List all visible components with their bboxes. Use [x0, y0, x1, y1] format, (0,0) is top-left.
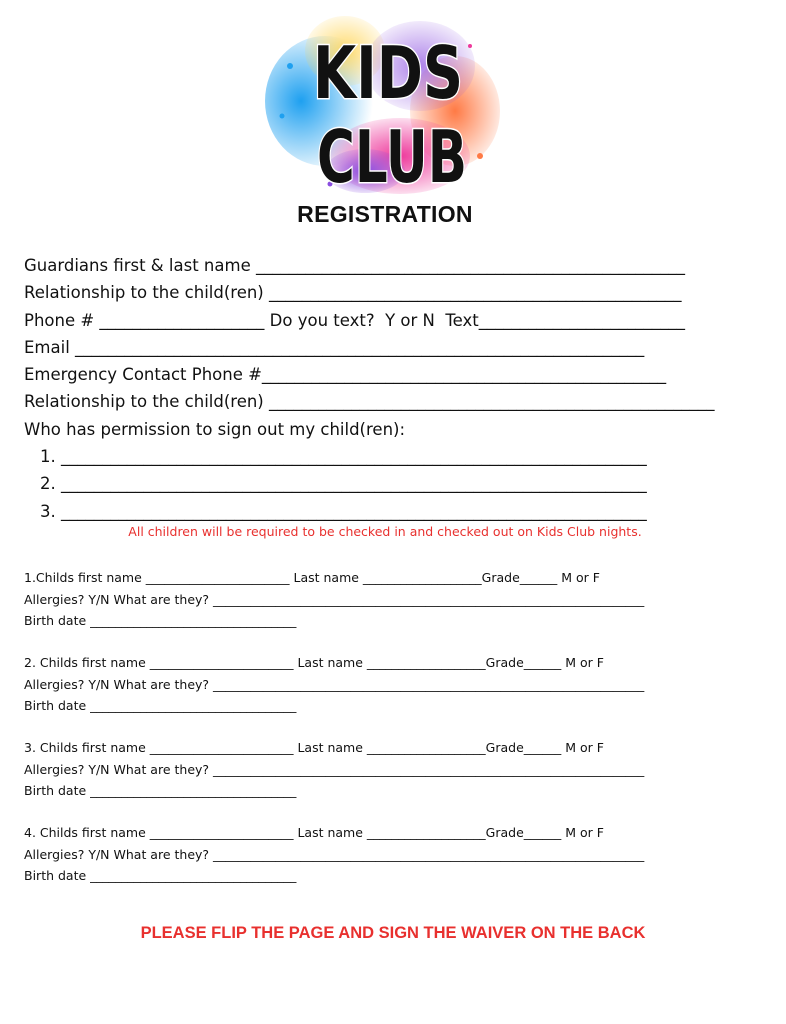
phone-field[interactable]: Phone # ____________________ Do you text? Y or N Text_________________________: [24, 310, 685, 330]
pickup-person-2-field[interactable]: 2. _______________________________________________________________________: [40, 474, 647, 494]
page-title: REGISTRATION: [297, 201, 473, 227]
permission-label: Who has permission to sign out my child(ren):: [24, 419, 406, 439]
svg-text:KIDS: KIDS: [313, 31, 463, 115]
pickup-person-1-field[interactable]: 1. _______________________________________________________________________: [40, 447, 647, 467]
child-allergies-field[interactable]: Allergies? Y/N What are they? _____________________________________________________________________: [24, 846, 645, 862]
guardian-section: [24, 252, 744, 525]
pickup-person-3-field[interactable]: 3. _______________________________________________________________________: [40, 501, 647, 521]
child-name-field[interactable]: 3. Childs first name _______________________ Last name ___________________Grade______ M or F: [24, 740, 604, 755]
waiver-notice: PLEASE FLIP THE PAGE AND SIGN THE WAIVER ON THE BACK: [140, 924, 646, 942]
emergency-phone-field[interactable]: Emergency Contact Phone #_________________________________________________: [24, 365, 667, 385]
child-birthdate-field[interactable]: Birth date _________________________________: [24, 698, 297, 713]
child-name-field[interactable]: 2. Childs first name _______________________ Last name ___________________Grade______ M or F: [24, 655, 604, 670]
child-birthdate-field[interactable]: Birth date _________________________________: [24, 613, 297, 628]
child-name-field[interactable]: 1.Childs first name _______________________ Last name ___________________Grade______ M or F: [24, 570, 600, 585]
child-name-field[interactable]: 4. Childs first name _______________________ Last name ___________________Grade______ M or F: [24, 825, 604, 840]
child-birthdate-field[interactable]: Birth date _________________________________: [24, 868, 297, 883]
child-4-section: [24, 822, 744, 887]
relationship-field[interactable]: Relationship to the child(ren) __________________________________________________: [24, 283, 682, 303]
email-field[interactable]: Email _____________________________________________________________________: [24, 337, 645, 357]
paint-splash-logo-icon: [270, 6, 500, 199]
child-2-section: [24, 652, 744, 717]
guardian-name-field[interactable]: Guardians first & last name ____________________________________________________: [24, 256, 685, 275]
child-3-section: [24, 737, 744, 802]
child-allergies-field[interactable]: Allergies? Y/N What are they? _____________________________________________________________________: [24, 591, 645, 607]
child-allergies-field[interactable]: Allergies? Y/N What are they? _____________________________________________________________________: [24, 676, 645, 692]
checkin-notice: All children will be required to be checked in and checked out on Kids Club nights.: [128, 524, 642, 539]
emergency-relationship-field[interactable]: Relationship to the child(ren) ______________________________________________________: [24, 392, 715, 412]
svg-text:CLUB: CLUB: [317, 115, 467, 199]
child-1-section: [24, 567, 744, 632]
child-birthdate-field[interactable]: Birth date _________________________________: [24, 783, 297, 798]
child-allergies-field[interactable]: Allergies? Y/N What are they? _____________________________________________________________________: [24, 761, 645, 777]
kids-club-logo: [270, 6, 500, 199]
